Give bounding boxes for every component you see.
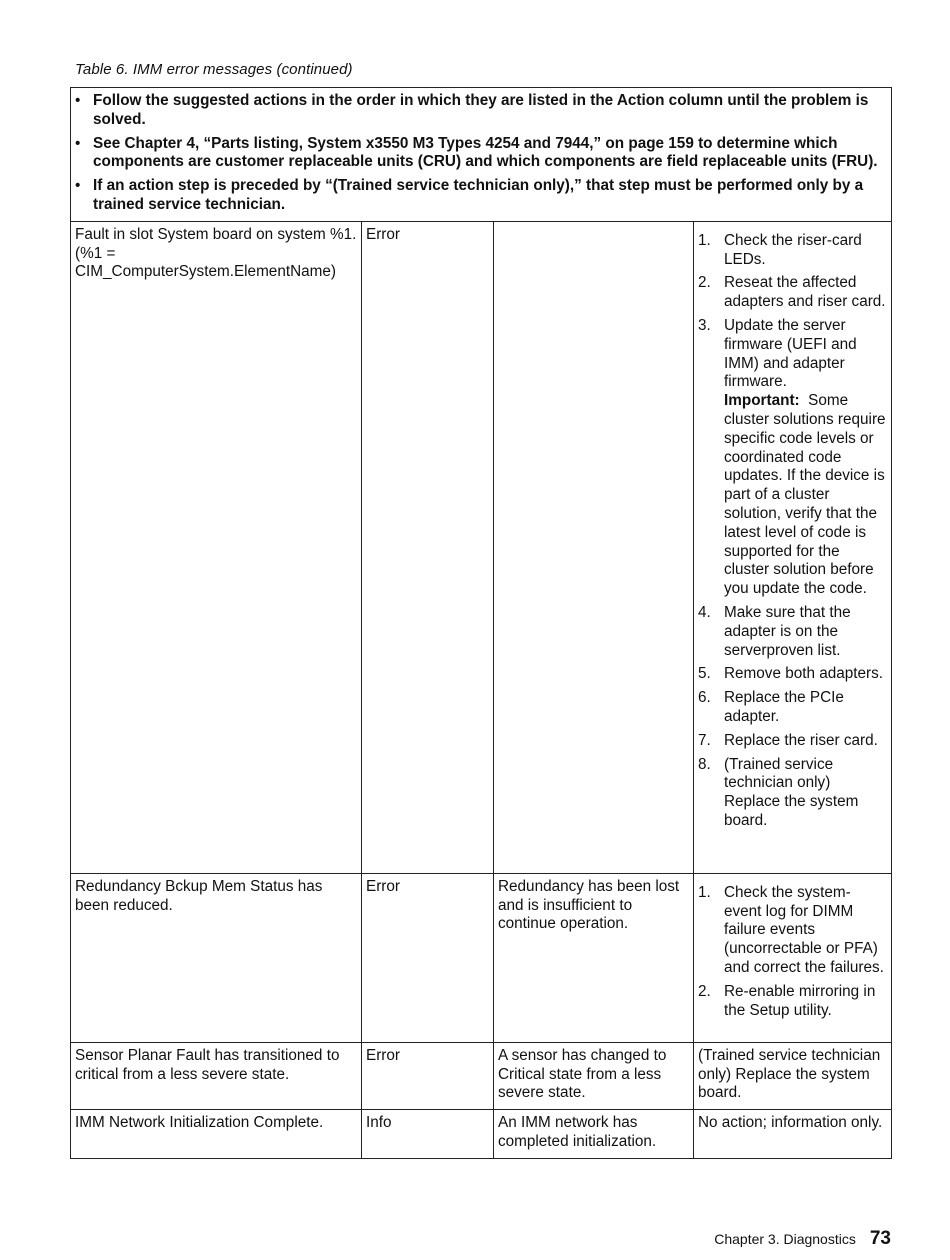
severity-cell: Error bbox=[362, 1042, 494, 1109]
table-caption: Table 6. IMM error messages (continued) bbox=[75, 61, 353, 78]
table-row bbox=[71, 873, 892, 1042]
action-steps bbox=[698, 884, 887, 1021]
notes-list bbox=[75, 92, 887, 215]
description-cell: An IMM network has completed initialization. bbox=[494, 1110, 694, 1159]
action-cell: (Trained service technician only) Replace the system board. bbox=[694, 1042, 892, 1109]
table-row bbox=[71, 1042, 892, 1109]
message-cell bbox=[71, 1110, 362, 1159]
important-label: Important: bbox=[724, 392, 800, 410]
message-text: Redundancy Bckup Mem Status has been reduced. bbox=[75, 877, 323, 914]
message-cell bbox=[71, 1042, 362, 1109]
table-row bbox=[71, 1110, 892, 1159]
action-step: 3. Update the server firmware (UEFI and IMM) and adapter firmware. Important: Some cluster solutions require specific code levels or coordinated code updates. If the device is part of a cluster solution, verify that the latest level of code is supported for the cluster solution before you update the code. bbox=[698, 316, 886, 598]
table-row bbox=[71, 221, 892, 873]
page-footer bbox=[714, 1228, 891, 1250]
description-cell bbox=[494, 221, 694, 873]
action-step: 2. Reseat the affected adapters and riser card. bbox=[698, 274, 886, 311]
notes-row bbox=[71, 88, 892, 222]
severity-cell: Info bbox=[362, 1110, 494, 1159]
action-steps bbox=[698, 232, 887, 831]
action-cell bbox=[694, 873, 892, 1042]
footer-chapter: Chapter 3. Diagnostics bbox=[714, 1231, 856, 1247]
message-text: IMM Network Initialization Complete. bbox=[75, 1114, 324, 1132]
action-step: 4. Make sure that the adapter is on the serverproven list. bbox=[698, 603, 851, 659]
action-step: 1. Check the riser-card LEDs. bbox=[698, 231, 862, 268]
action-step: 7. Replace the riser card. bbox=[698, 731, 878, 749]
imm-error-messages-table bbox=[70, 87, 892, 1159]
notes-cell bbox=[71, 88, 892, 222]
severity-cell: Error bbox=[362, 873, 494, 1042]
action-step: 2. Re-enable mirroring in the Setup utility. bbox=[698, 982, 876, 1019]
important-text: Some cluster solutions require specific code levels or coordinated code updates. If the device is part of a cluster solution, verify that the latest level of code is supported for the cluster solution before you update the code. bbox=[724, 392, 886, 598]
message-text: Sensor Planar Fault has transitioned to critical from a less severe state. bbox=[75, 1046, 340, 1083]
description-cell: A sensor has changed to Critical state from a less severe state. bbox=[494, 1042, 694, 1109]
action-cell: No action; information only. bbox=[694, 1110, 892, 1159]
action-cell bbox=[694, 221, 892, 873]
message-cell bbox=[71, 873, 362, 1042]
description-cell: Redundancy has been lost and is insufficient to continue operation. bbox=[494, 873, 694, 1042]
action-step: 1. Check the system-event log for DIMM failure events (uncorrectable or PFA) and correct the failures. bbox=[698, 883, 884, 976]
note-item: • If an action step is preceded by “(Trained service technician only),” that step must be performed only by a trained service technician. bbox=[75, 177, 887, 215]
action-step: 5. Remove both adapters. bbox=[698, 665, 884, 683]
severity-cell: Error bbox=[362, 221, 494, 873]
message-text: (%1 = CIM_ComputerSystem.ElementName) bbox=[75, 244, 336, 281]
action-step: 8. (Trained service technician only) Replace the system board. bbox=[698, 755, 859, 829]
note-item: • Follow the suggested actions in the order in which they are listed in the Action column until the problem is solved. bbox=[75, 92, 887, 130]
message-cell bbox=[71, 221, 362, 873]
action-step: 6. Replace the PCIe adapter. bbox=[698, 689, 844, 725]
message-text: Fault in slot System board on system %1. bbox=[75, 225, 357, 243]
page-number: 73 bbox=[869, 1228, 891, 1249]
note-item: • See Chapter 4, “Parts listing, System x3550 M3 Types 4254 and 7944,” on page 159 to determine which components are customer replaceable units (CRU) and which components are field replaceable units (FRU). bbox=[75, 135, 887, 173]
